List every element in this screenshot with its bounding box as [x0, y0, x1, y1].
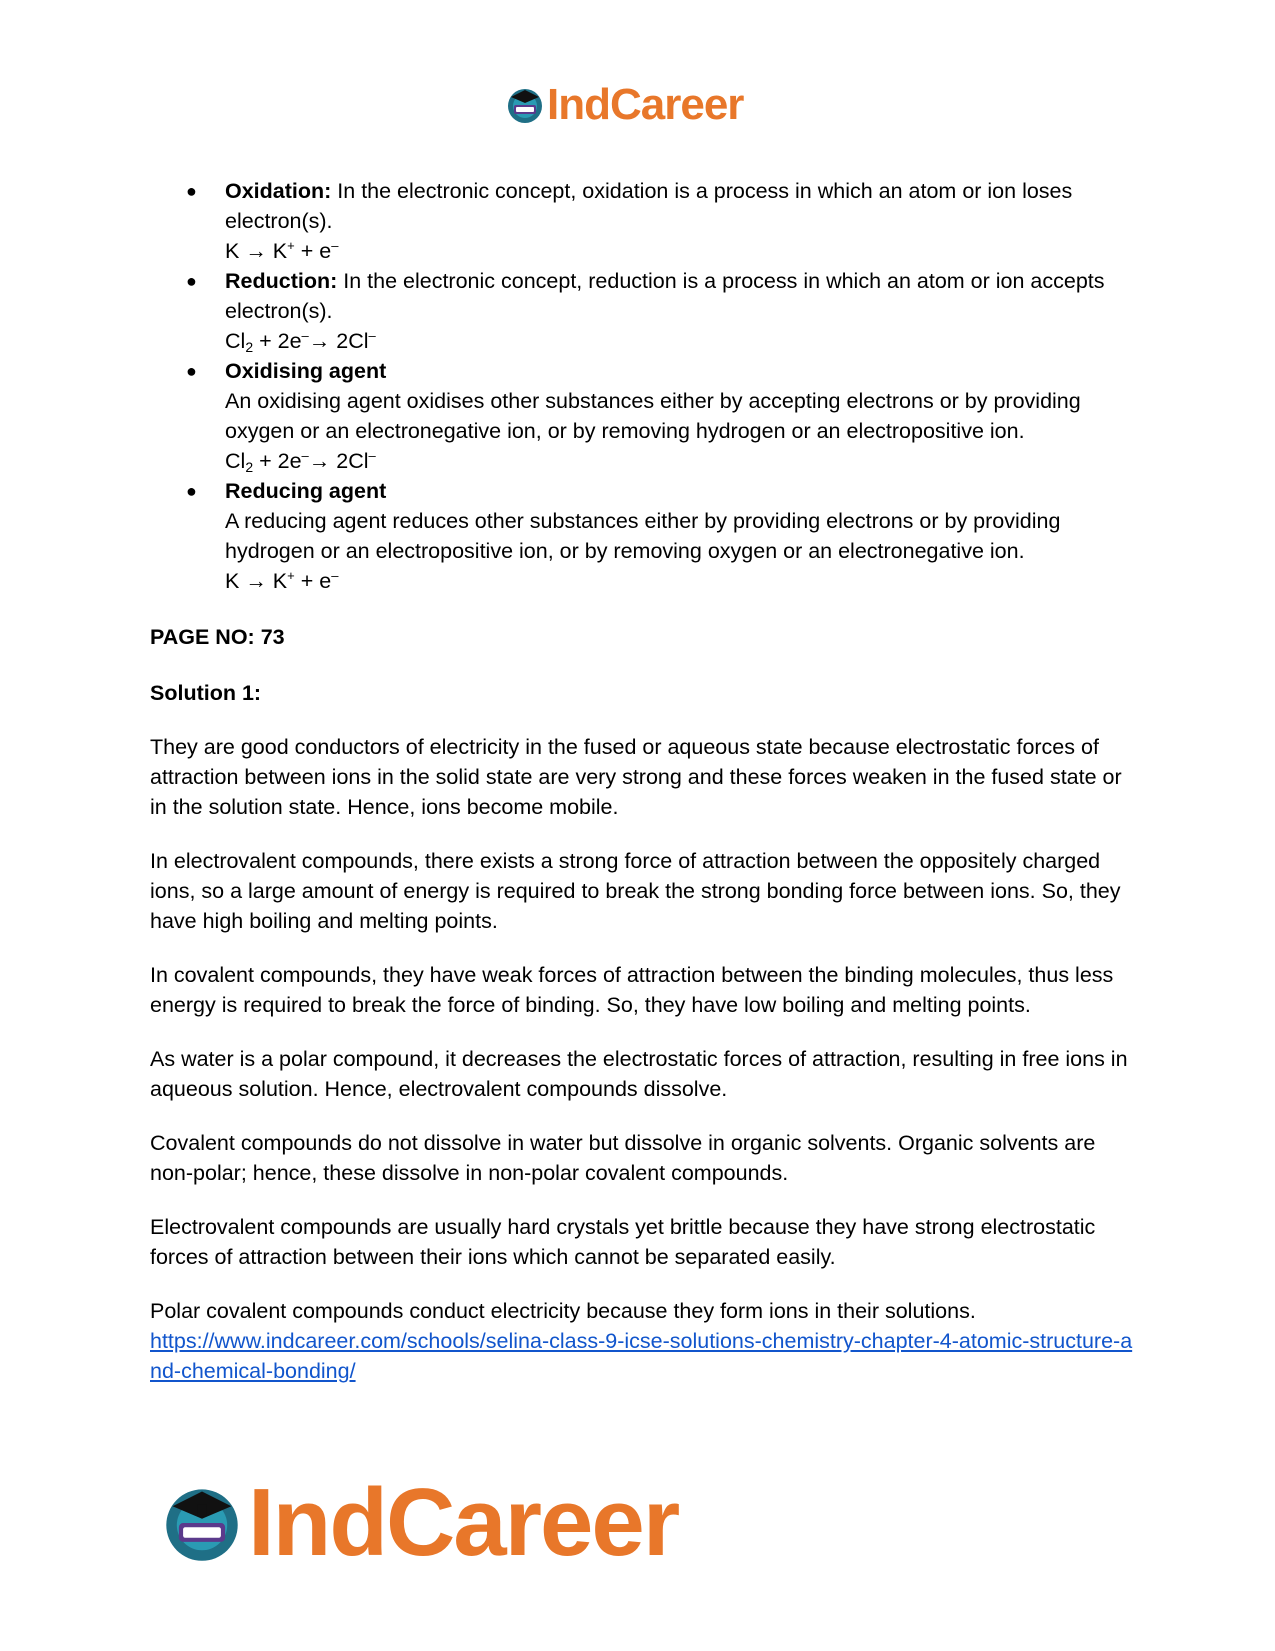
list-item	[150, 266, 1140, 356]
list-item	[150, 476, 1140, 596]
equation-part: K → K	[225, 569, 288, 593]
equation-superscript: –	[331, 238, 339, 253]
paragraph: They are good conductors of electricity in the fused or aqueous state because electrostatic forces of attraction between ions in the solid state are very strong and these forces weaken in the fused state or in the solution state. Hence, ions become mobile.	[150, 735, 1122, 819]
paragraph: Polar covalent compounds conduct electricity because they form ions in their solutions.	[150, 1299, 976, 1323]
equation-superscript: +	[287, 238, 295, 253]
equation-part: + e	[294, 239, 332, 263]
document-body	[150, 176, 1140, 1386]
paragraph: Electrovalent compounds are usually hard crystals yet brittle because they have strong electrostatic forces of attraction between their ions which cannot be separated easily.	[150, 1215, 1096, 1269]
source-link[interactable]: https://www.indcareer.com/schools/selina-class-9-icse-solutions-chemistry-chapter-4-atomic-structure-and-chemical-bonding/	[150, 1329, 1133, 1383]
equation	[225, 446, 1140, 476]
equation-part: + e	[294, 569, 332, 593]
definition-text: In the electronic concept, reduction is a process in which an atom or ion accepts electron(s).	[225, 269, 1105, 323]
equation-part: → 2Cl	[308, 329, 369, 353]
brand-wordmark: IndCareer	[547, 80, 744, 129]
equation-superscript: +	[287, 568, 295, 583]
definition-description: A reducing agent reduces other substances either by providing electrons or by providing hydrogen or an electropositive ion, or by removing oxygen or an electronegative ion.	[225, 509, 1061, 563]
equation-part: + 2e	[253, 329, 302, 353]
graduation-globe-icon	[160, 1481, 244, 1565]
definition-term: Reduction:	[225, 269, 338, 293]
paragraph: As water is a polar compound, it decreases the electrostatic forces of attraction, resulting in free ions in aqueous solution. Hence, electrovalent compounds dissolve.	[150, 1047, 1128, 1101]
equation	[225, 326, 1140, 356]
definition-term: Reducing agent	[225, 479, 387, 503]
bullet: ●	[186, 361, 197, 381]
equation-part: + 2e	[253, 449, 302, 473]
header-logo	[505, 80, 743, 130]
graduation-globe-icon	[505, 85, 545, 125]
definition-term: Oxidising agent	[225, 359, 387, 383]
equation-superscript: –	[331, 568, 339, 583]
solution-heading: Solution 1:	[150, 681, 262, 705]
paragraph-with-link	[150, 1296, 1140, 1386]
definition-list	[150, 176, 1140, 596]
list-item	[150, 356, 1140, 476]
list-item	[150, 176, 1140, 266]
equation-superscript: –	[301, 448, 309, 463]
paragraph: In covalent compounds, they have weak forces of attraction between the binding molecules, thus less energy is required to break the force of binding. So, they have low boiling and melting points.	[150, 963, 1114, 1017]
equation-superscript: –	[368, 328, 376, 343]
equation	[225, 236, 1140, 266]
equation-part: Cl	[225, 329, 246, 353]
bullet: ●	[186, 181, 197, 201]
bullet: ●	[186, 271, 197, 291]
equation-part: Cl	[225, 449, 246, 473]
equation-part: → 2Cl	[308, 449, 369, 473]
definition-description: An oxidising agent oxidises other substances either by accepting electrons or by providing oxygen or an electronegative ion, or by removing hydrogen or an electropositive ion.	[225, 389, 1081, 443]
paragraph: Covalent compounds do not dissolve in water but dissolve in organic solvents. Organic solvents are non-polar; hence, these dissolve in non-polar covalent compounds.	[150, 1131, 1096, 1185]
paragraph: In electrovalent compounds, there exists a strong force of attraction between the oppositely charged ions, so a large amount of energy is required to break the strong bonding force between ions. So, they have high boiling and melting points.	[150, 849, 1121, 933]
equation-subscript: 2	[245, 339, 254, 355]
equation	[225, 566, 1140, 596]
equation-superscript: –	[368, 448, 376, 463]
equation-part: K → K	[225, 239, 288, 263]
bullet: ●	[186, 481, 197, 501]
page-number-heading: PAGE NO: 73	[150, 625, 285, 649]
footer-logo	[160, 1468, 678, 1578]
definition-term: Oxidation:	[225, 179, 332, 203]
equation-superscript: –	[301, 328, 309, 343]
equation-subscript: 2	[245, 459, 254, 475]
definition-text: In the electronic concept, oxidation is a process in which an atom or ion loses electron(s).	[225, 179, 1073, 233]
brand-wordmark: IndCareer	[248, 1469, 679, 1576]
